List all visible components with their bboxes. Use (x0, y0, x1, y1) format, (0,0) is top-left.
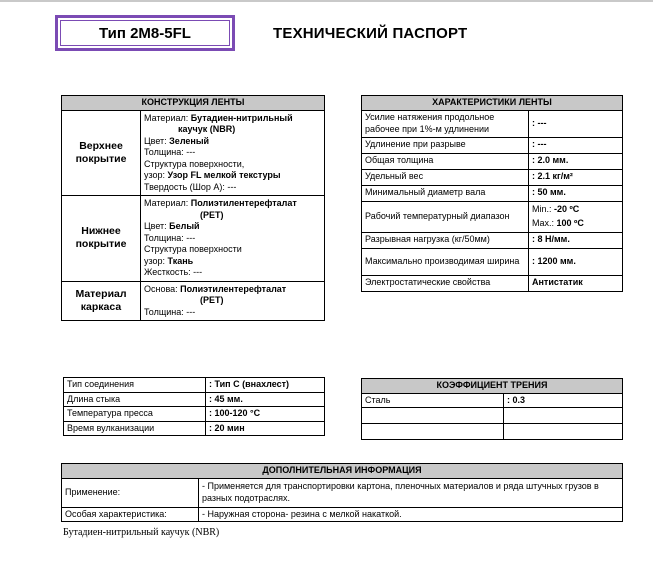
table-row (362, 232, 623, 248)
table-row (362, 137, 623, 153)
carcass-base-prefix: Основа: (144, 283, 181, 294)
carcass-base-value-cont: (PET) (200, 295, 224, 305)
feature-label: Особая характеристика: (62, 507, 199, 522)
table-row (362, 185, 623, 201)
bottom-cover-label: Нижнее покрытие (62, 196, 141, 282)
joint-label: Время вулканизации (64, 421, 206, 436)
temp-min-prefix: Min.: (532, 203, 555, 214)
construction-table (61, 95, 325, 321)
friction-header: КОЭФФИЦИЕНТ ТРЕНИЯ (362, 379, 623, 394)
joint-value: : 45 мм. (206, 392, 325, 407)
char-value: : --- (529, 110, 623, 137)
empty-cell (362, 424, 504, 440)
footer-note: Бутадиен-нитрильный каучук (NBR) (63, 527, 220, 538)
document-title: ТЕХНИЧЕСКИЙ ПАСПОРТ (273, 25, 468, 42)
table-row (362, 110, 623, 137)
char-value: : 50 мм. (529, 185, 623, 201)
joint-label: Тип соединения (64, 378, 206, 393)
temp-min-value: -20 ºC (554, 203, 580, 214)
table-row (362, 169, 623, 185)
empty-cell (504, 424, 623, 440)
char-label: Удлинение при разрыве (362, 137, 529, 153)
carcass-details (141, 281, 325, 321)
feature-value: - Наружная сторона- резина с мелкой накаткой. (199, 507, 623, 522)
bottom-thickness: Толщина: --- (144, 232, 196, 243)
top-material-prefix: Материал: (144, 112, 191, 123)
table-row (362, 275, 623, 291)
top-structure: Структура поверхности, (144, 158, 245, 169)
carcass-label: Материал каркаса (62, 281, 141, 321)
carcass-thickness: Толщина: --- (144, 306, 196, 317)
char-label: Минимальный диаметр вала (362, 185, 529, 201)
joint-label: Длина стыка (64, 392, 206, 407)
bottom-material-prefix: Материал: (144, 198, 191, 208)
top-cover-row (62, 110, 325, 196)
char-value: Антистатик (529, 275, 623, 291)
table-row (62, 507, 623, 522)
top-hardness: Твердость (Шор А): --- (144, 181, 237, 192)
char-temp-value (529, 201, 623, 232)
top-material-value-cont: каучук (NBR) (178, 124, 236, 134)
bottom-material-value-cont: (PET) (200, 209, 224, 220)
char-value: : 2.0 мм. (529, 153, 623, 169)
joint-value: : 20 мин (206, 421, 325, 436)
top-cover-label: Верхнее покрытие (62, 110, 141, 196)
top-color-value: Зеленый (169, 135, 210, 146)
char-label: Разрывная нагрузка (кг/50мм) (362, 232, 529, 248)
table-row (362, 408, 623, 424)
char-label: Удельный вес (362, 169, 529, 185)
table-row (64, 378, 325, 393)
char-label: Общая толщина (362, 153, 529, 169)
top-divider (0, 0, 653, 2)
type-label: Тип 2M8-5FL (60, 20, 230, 46)
construction-header: КОНСТРУКЦИЯ ЛЕНТЫ (62, 96, 325, 111)
bottom-color-value: Белый (169, 221, 200, 231)
char-label: Усилие натяжения продольное рабочее при 1%-м удлинении (362, 110, 529, 137)
joint-value: : Тип С (внахлест) (206, 378, 325, 393)
temp-max-prefix: Max.: (532, 218, 557, 228)
carcass-base-value: Полиэтилентерефталат (180, 283, 287, 294)
char-value: : 8 Н/мм. (529, 232, 623, 248)
bottom-structure: Структура поверхности (144, 244, 242, 254)
table-row (362, 248, 623, 275)
table-row (362, 424, 623, 440)
bottom-pattern-value: Ткань (167, 255, 194, 266)
bottom-color-prefix: Цвет: (144, 221, 170, 231)
char-value: : 1200 мм. (529, 248, 623, 275)
bottom-cover-details (141, 196, 325, 282)
char-label: Электростатические свойства (362, 275, 529, 291)
table-row (64, 392, 325, 407)
table-row (64, 421, 325, 436)
type-label-box (55, 15, 235, 51)
top-pattern-value: Узор FL мелкой текстуры (167, 170, 281, 180)
characteristics-table (361, 95, 623, 292)
top-material-value: Бутадиен-нитрильный (190, 112, 293, 123)
friction-value: : 0.3 (504, 393, 623, 408)
empty-cell (362, 408, 504, 424)
top-thickness: Толщина: --- (144, 147, 196, 157)
joint-label: Температура пресса (64, 407, 206, 422)
additional-info-table (61, 463, 623, 522)
table-row (362, 201, 623, 232)
friction-material: Сталь (362, 393, 504, 408)
top-color-prefix: Цвет: (144, 135, 170, 146)
char-label: Максимально производимая ширина (362, 248, 529, 275)
joint-table (63, 377, 325, 436)
temp-max-value: 100 ºC (556, 218, 584, 228)
bottom-pattern-prefix: узор: (144, 255, 168, 266)
char-value: : --- (529, 137, 623, 153)
application-label: Применение: (62, 478, 199, 507)
char-temp-label: Рабочий температурный диапазон (362, 201, 529, 232)
bottom-rigidity: Жесткость: --- (144, 267, 203, 277)
table-row (62, 478, 623, 507)
top-cover-details (141, 110, 325, 196)
char-value: : 2.1 кг/м² (529, 169, 623, 185)
table-row (362, 393, 623, 408)
bottom-cover-row (62, 196, 325, 282)
joint-value: : 100-120 °C (206, 407, 325, 422)
table-row (64, 407, 325, 422)
table-row (362, 153, 623, 169)
application-value: - Применяется для транспортировки картона, пленочных материалов и ряда штучных грузов в разных подотраслях. (199, 478, 623, 507)
bottom-material-value: Полиэтилентерефталат (190, 198, 297, 208)
additional-header: ДОПОЛНИТЕЛЬНАЯ ИНФОРМАЦИЯ (62, 464, 623, 479)
top-pattern-prefix: узор: (144, 170, 168, 180)
characteristics-header: ХАРАКТЕРИСТИКИ ЛЕНТЫ (362, 96, 623, 111)
carcass-row (62, 281, 325, 321)
friction-table (361, 378, 623, 440)
empty-cell (504, 408, 623, 424)
